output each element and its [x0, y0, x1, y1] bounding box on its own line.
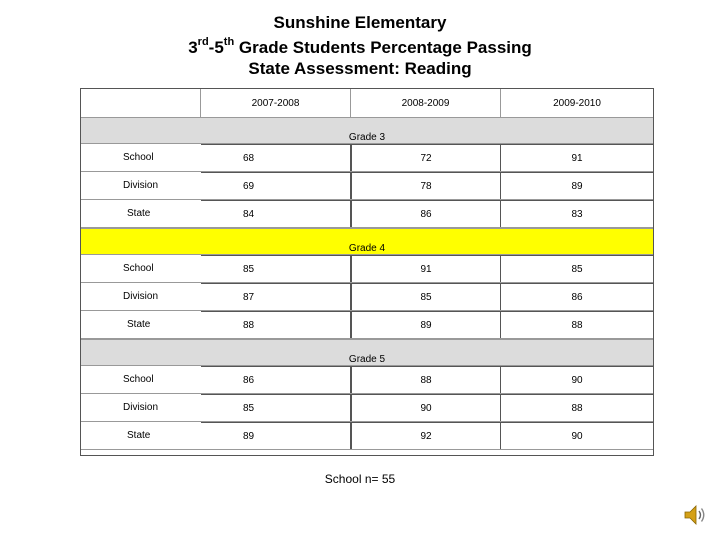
value-cell: 88: [201, 311, 351, 338]
value-cell: 78: [351, 172, 501, 199]
table-row: [81, 366, 653, 394]
row-label: School: [123, 263, 154, 274]
header-col-3: 2009-2010: [553, 97, 601, 109]
title-ordinal-2: -5: [208, 38, 224, 57]
value-cell: 86: [501, 283, 653, 310]
value-cell: 91: [351, 255, 501, 282]
value-cell: 86: [201, 366, 351, 393]
value-cell: 85: [201, 255, 351, 282]
value-cell: 88: [351, 366, 501, 393]
title-rest: Grade Students Percentage Passing: [234, 38, 532, 57]
section-label: Grade 4: [348, 243, 386, 254]
value-cell: 90: [501, 422, 653, 449]
value-cell: 89: [351, 311, 501, 338]
row-label: State: [127, 208, 151, 219]
title-line-1: Sunshine Elementary: [273, 13, 447, 32]
table-row: [81, 255, 653, 283]
title-line-3: State Assessment: Reading: [248, 59, 472, 78]
row-label: State: [127, 430, 151, 441]
section-label: Grade 5: [348, 354, 386, 365]
header-col-1: 2007-2008: [201, 89, 351, 117]
value-cell: 68: [201, 144, 351, 171]
table-row: [81, 422, 653, 450]
section-band-grade: [81, 117, 653, 144]
sample-size-note: School n= 55: [324, 472, 396, 486]
value-cell: 83: [501, 200, 653, 227]
table-header-row: [81, 89, 653, 117]
title-superscript-1: rd: [197, 36, 209, 49]
row-label: Division: [123, 291, 159, 302]
row-label: School: [123, 374, 154, 385]
value-cell: 86: [351, 200, 501, 227]
value-cell: 88: [501, 311, 653, 338]
table-row: [81, 283, 653, 311]
title-line-2: [0, 37, 720, 58]
value-cell: 87: [201, 283, 351, 310]
value-cell: 69: [201, 172, 351, 199]
value-cell: 92: [351, 422, 501, 449]
value-cell: 85: [351, 283, 501, 310]
value-cell: 91: [501, 144, 653, 171]
value-cell: 72: [351, 144, 501, 171]
table-row: [81, 144, 653, 172]
value-cell: 89: [201, 422, 351, 449]
speaker-icon[interactable]: [682, 502, 708, 528]
title-superscript-2: th: [223, 36, 235, 49]
value-cell: 89: [501, 172, 653, 199]
value-cell: 85: [501, 255, 653, 282]
row-label: Division: [123, 402, 159, 413]
row-label: School: [123, 152, 154, 163]
results-table: [80, 88, 654, 456]
section-band-grade: [81, 339, 653, 366]
value-cell: 84: [201, 200, 351, 227]
row-label: State: [127, 319, 151, 330]
header-blank-cell: [81, 89, 201, 117]
table-row: [81, 172, 653, 200]
section-band-grade: [81, 228, 653, 255]
value-cell: 90: [351, 394, 501, 421]
value-cell: 85: [201, 394, 351, 421]
value-cell: 88: [501, 394, 653, 421]
table-row: [81, 394, 653, 422]
table-row: [81, 311, 653, 339]
row-label: Division: [123, 180, 159, 191]
section-label: Grade 3: [348, 132, 386, 143]
value-cell: 90: [501, 366, 653, 393]
title-ordinal-1: 3: [188, 38, 198, 57]
table-row: [81, 200, 653, 228]
header-col-2: 2008-2009: [351, 89, 501, 117]
